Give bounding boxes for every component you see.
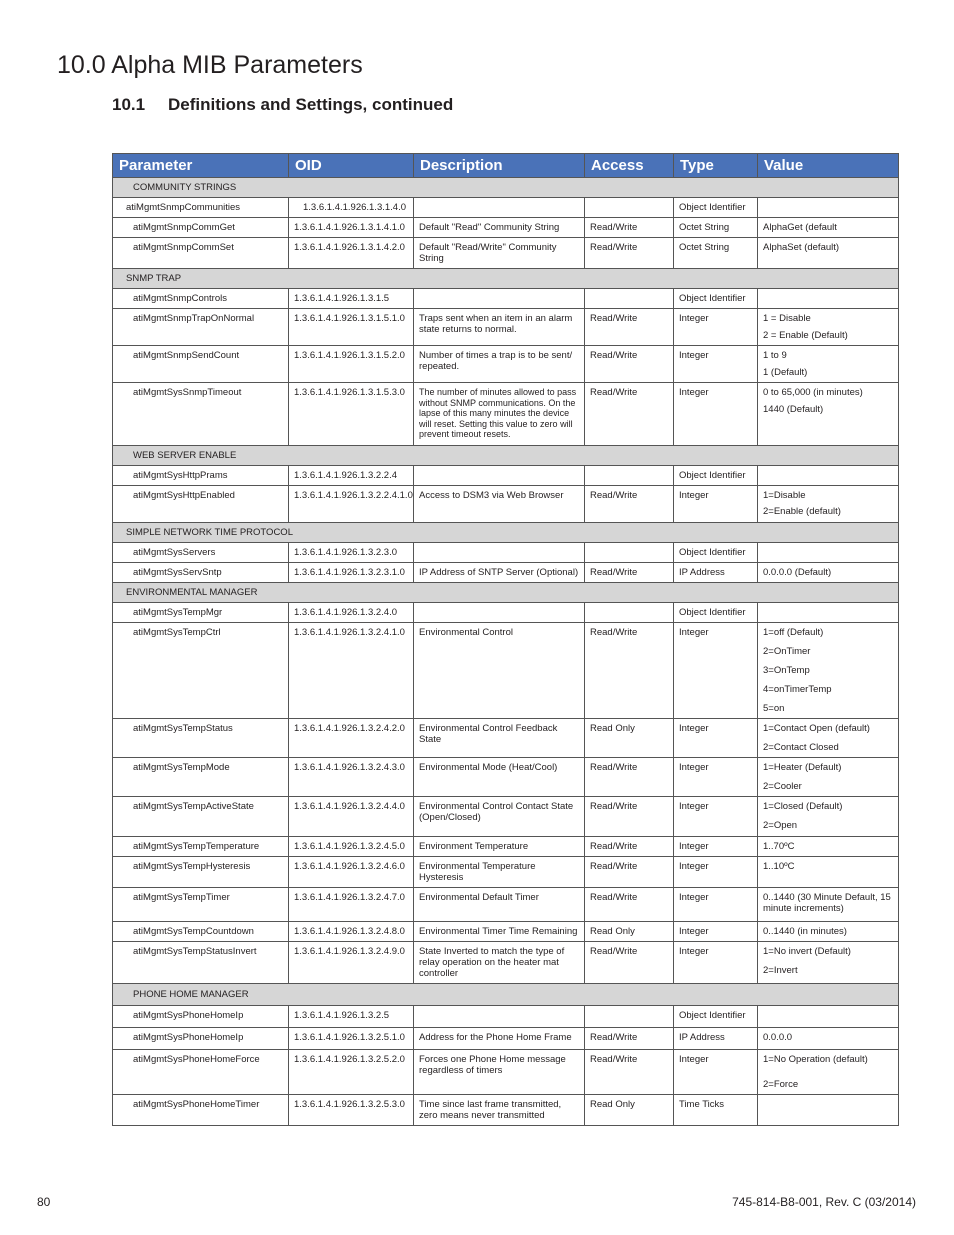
value-line: AlphaGet (default bbox=[763, 222, 837, 233]
cell-value bbox=[758, 758, 899, 797]
cell-oid: 1.3.6.1.4.1.926.1.3.1.4.1.0 bbox=[289, 218, 414, 238]
cell-description: Environmental Mode (Heat/Cool) bbox=[414, 758, 585, 797]
cell-oid: 1.3.6.1.4.1.926.1.3.1.5.1.0 bbox=[289, 309, 414, 346]
value-line: 0 to 65,000 (in minutes) bbox=[763, 387, 863, 398]
document-id: 745-814-B8-001, Rev. C (03/2014) bbox=[732, 1195, 916, 1209]
cell-description: IP Address of SNTP Server (Optional) bbox=[414, 563, 585, 583]
value-line: 1 (Default) bbox=[763, 367, 808, 378]
header-oid: OID bbox=[289, 154, 414, 178]
cell-type: Integer bbox=[674, 922, 758, 942]
cell-parameter: atiMgmtSysTempCountdown bbox=[113, 922, 289, 942]
cell-value bbox=[758, 1095, 899, 1126]
cell-value bbox=[758, 563, 899, 583]
header-description: Description bbox=[414, 154, 585, 178]
cell-parameter: atiMgmtSysHttpEnabled bbox=[113, 486, 289, 523]
cell-value bbox=[758, 797, 899, 837]
cell-description bbox=[414, 543, 585, 563]
cell-value bbox=[758, 289, 899, 309]
cell-type: Object Identifier bbox=[674, 603, 758, 623]
table-row bbox=[113, 543, 899, 563]
cell-parameter: atiMgmtSysPhoneHomeIp bbox=[113, 1028, 289, 1050]
cell-access: Read Only bbox=[585, 719, 674, 758]
value-line: 2=Invert bbox=[763, 965, 798, 976]
value-line: AlphaSet (default) bbox=[763, 242, 840, 253]
cell-value bbox=[758, 1028, 899, 1050]
cell-access: Read Only bbox=[585, 922, 674, 942]
group-label: COMMUNITY STRINGS bbox=[113, 178, 899, 198]
cell-access: Read/Write bbox=[585, 1050, 674, 1095]
cell-description: Default "Read/Write" Community String bbox=[414, 238, 585, 269]
value-line: 1..70ºC bbox=[763, 841, 795, 852]
cell-description: Forces one Phone Home message regardless of timers bbox=[414, 1050, 585, 1095]
table-row bbox=[113, 383, 899, 446]
cell-type: IP Address bbox=[674, 563, 758, 583]
cell-type: Object Identifier bbox=[674, 466, 758, 486]
group-label: SIMPLE NETWORK TIME PROTOCOL bbox=[113, 523, 899, 543]
value-line: 0..1440 (in minutes) bbox=[763, 926, 847, 937]
cell-access: Read/Write bbox=[585, 758, 674, 797]
table-row bbox=[113, 218, 899, 238]
value-line: 2=OnTimer bbox=[763, 646, 811, 657]
cell-oid: 1.3.6.1.4.1.926.1.3.2.4.5.0 bbox=[289, 837, 414, 857]
cell-type: Integer bbox=[674, 719, 758, 758]
cell-description: Environmental Control bbox=[414, 623, 585, 719]
cell-type: Octet String bbox=[674, 238, 758, 269]
cell-description: State Inverted to match the type of relay operation on the heater mat controller bbox=[414, 942, 585, 984]
cell-oid: 1.3.6.1.4.1.926.1.3.2.3.1.0 bbox=[289, 563, 414, 583]
cell-value bbox=[758, 466, 899, 486]
cell-access: Read/Write bbox=[585, 888, 674, 922]
value-line: 1=Disable bbox=[763, 490, 806, 501]
header-type: Type bbox=[674, 154, 758, 178]
cell-type: Time Ticks bbox=[674, 1095, 758, 1126]
cell-oid: 1.3.6.1.4.1.926.1.3.2.4.3.0 bbox=[289, 758, 414, 797]
cell-description: Environmental Control Feedback State bbox=[414, 719, 585, 758]
cell-type: Octet String bbox=[674, 218, 758, 238]
value-line: 2=Open bbox=[763, 820, 798, 831]
cell-value bbox=[758, 942, 899, 984]
cell-parameter: atiMgmtSysTempStatusInvert bbox=[113, 942, 289, 984]
cell-access: Read/Write bbox=[585, 346, 674, 383]
cell-value bbox=[758, 543, 899, 563]
cell-oid: 1.3.6.1.4.1.926.1.3.2.2.4 bbox=[289, 466, 414, 486]
cell-oid: 1.3.6.1.4.1.926.1.3.2.2.4.1.0 bbox=[289, 486, 414, 523]
cell-oid: 1.3.6.1.4.1.926.1.3.2.5 bbox=[289, 1006, 414, 1028]
table-row bbox=[113, 888, 899, 922]
value-line: 1440 (Default) bbox=[763, 404, 824, 415]
value-line: 5=on bbox=[763, 703, 785, 714]
cell-access bbox=[585, 1006, 674, 1028]
cell-type: Object Identifier bbox=[674, 198, 758, 218]
cell-parameter: atiMgmtSysPhoneHomeForce bbox=[113, 1050, 289, 1095]
cell-description: Environmental Temperature Hysteresis bbox=[414, 857, 585, 888]
cell-type: Integer bbox=[674, 623, 758, 719]
cell-type: Integer bbox=[674, 797, 758, 837]
table-row bbox=[113, 837, 899, 857]
table-row bbox=[113, 603, 899, 623]
cell-access: Read/Write bbox=[585, 1028, 674, 1050]
cell-value bbox=[758, 857, 899, 888]
cell-access bbox=[585, 543, 674, 563]
cell-value bbox=[758, 719, 899, 758]
cell-parameter: atiMgmtSysTempMgr bbox=[113, 603, 289, 623]
table-row bbox=[113, 563, 899, 583]
cell-value bbox=[758, 1006, 899, 1028]
header-access: Access bbox=[585, 154, 674, 178]
value-line: 3=OnTemp bbox=[763, 665, 810, 676]
cell-type: Integer bbox=[674, 486, 758, 523]
cell-access: Read/Write bbox=[585, 309, 674, 346]
table-row bbox=[113, 289, 899, 309]
cell-type: Object Identifier bbox=[674, 1006, 758, 1028]
cell-parameter: atiMgmtSnmpCommGet bbox=[113, 218, 289, 238]
cell-type: Object Identifier bbox=[674, 543, 758, 563]
cell-oid: 1.3.6.1.4.1.926.1.3.1.4.2.0 bbox=[289, 238, 414, 269]
cell-description bbox=[414, 603, 585, 623]
group-label: PHONE HOME MANAGER bbox=[113, 984, 899, 1006]
table-row bbox=[113, 942, 899, 984]
value-line: 2=Enable (default) bbox=[763, 506, 841, 517]
cell-parameter: atiMgmtSnmpCommSet bbox=[113, 238, 289, 269]
value-line: 2=Contact Closed bbox=[763, 742, 839, 753]
cell-type: Integer bbox=[674, 1050, 758, 1095]
cell-description: Time since last frame transmitted, zero means never transmitted bbox=[414, 1095, 585, 1126]
cell-oid: 1.3.6.1.4.1.926.1.3.2.5.3.0 bbox=[289, 1095, 414, 1126]
value-line: 1=off (Default) bbox=[763, 627, 824, 638]
cell-type: Integer bbox=[674, 346, 758, 383]
group-row bbox=[113, 446, 899, 466]
header-parameter: Parameter bbox=[113, 154, 289, 178]
cell-parameter: atiMgmtSysTempHysteresis bbox=[113, 857, 289, 888]
value-line: 1=Contact Open (default) bbox=[763, 723, 870, 734]
cell-access: Read/Write bbox=[585, 238, 674, 269]
cell-value bbox=[758, 888, 899, 922]
cell-type: Integer bbox=[674, 309, 758, 346]
cell-oid: 1.3.6.1.4.1.926.1.3.2.4.1.0 bbox=[289, 623, 414, 719]
cell-oid: 1.3.6.1.4.1.926.1.3.2.3.0 bbox=[289, 543, 414, 563]
cell-oid: 1.3.6.1.4.1.926.1.3.1.4.0 bbox=[289, 198, 414, 218]
value-line: 1 = Disable bbox=[763, 313, 811, 324]
group-label: ENVIRONMENTAL MANAGER bbox=[113, 583, 899, 603]
cell-parameter: atiMgmtSnmpCommunities bbox=[113, 198, 289, 218]
cell-description: Default "Read" Community String bbox=[414, 218, 585, 238]
cell-description: Environmental Timer Time Remaining bbox=[414, 922, 585, 942]
section-title-text: Definitions and Settings, continued bbox=[168, 95, 454, 114]
cell-oid: 1.3.6.1.4.1.926.1.3.2.4.0 bbox=[289, 603, 414, 623]
cell-parameter: atiMgmtSnmpSendCount bbox=[113, 346, 289, 383]
cell-description: Number of times a trap is to be sent/ repeated. bbox=[414, 346, 585, 383]
cell-value bbox=[758, 1050, 899, 1095]
value-line: 1=Closed (Default) bbox=[763, 801, 843, 812]
cell-value bbox=[758, 198, 899, 218]
cell-parameter: atiMgmtSysTempActiveState bbox=[113, 797, 289, 837]
cell-access: Read/Write bbox=[585, 623, 674, 719]
value-line: 1=No invert (Default) bbox=[763, 946, 851, 957]
cell-description bbox=[414, 289, 585, 309]
value-line: 1=Heater (Default) bbox=[763, 762, 842, 773]
cell-value bbox=[758, 383, 899, 446]
page-number: 80 bbox=[37, 1195, 51, 1209]
value-line: 4=onTimerTemp bbox=[763, 684, 832, 695]
table-row bbox=[113, 466, 899, 486]
value-line: 1 to 9 bbox=[763, 350, 787, 361]
cell-oid: 1.3.6.1.4.1.926.1.3.2.4.8.0 bbox=[289, 922, 414, 942]
table-row bbox=[113, 346, 899, 383]
cell-type: Integer bbox=[674, 837, 758, 857]
value-line: 0.0.0.0 bbox=[763, 1032, 793, 1043]
cell-parameter: atiMgmtSysTempStatus bbox=[113, 719, 289, 758]
section-title bbox=[112, 94, 453, 116]
cell-access bbox=[585, 289, 674, 309]
cell-access: Read Only bbox=[585, 1095, 674, 1126]
cell-description: Address for the Phone Home Frame bbox=[414, 1028, 585, 1050]
value-line: 1..10ºC bbox=[763, 861, 795, 872]
cell-type: Integer bbox=[674, 383, 758, 446]
cell-access bbox=[585, 198, 674, 218]
cell-value bbox=[758, 922, 899, 942]
cell-oid: 1.3.6.1.4.1.926.1.3.2.4.7.0 bbox=[289, 888, 414, 922]
group-row bbox=[113, 523, 899, 543]
cell-parameter: atiMgmtSysServers bbox=[113, 543, 289, 563]
cell-value bbox=[758, 603, 899, 623]
cell-value bbox=[758, 623, 899, 719]
cell-value bbox=[758, 837, 899, 857]
cell-parameter: atiMgmtSnmpControls bbox=[113, 289, 289, 309]
group-row bbox=[113, 178, 899, 198]
table-row bbox=[113, 1006, 899, 1028]
cell-oid: 1.3.6.1.4.1.926.1.3.2.5.2.0 bbox=[289, 1050, 414, 1095]
value-line: 2=Cooler bbox=[763, 781, 802, 792]
value-line: 1=No Operation (default) bbox=[763, 1054, 868, 1065]
table-row bbox=[113, 198, 899, 218]
cell-value bbox=[758, 218, 899, 238]
cell-value bbox=[758, 238, 899, 269]
section-number: 10.1 bbox=[112, 95, 146, 114]
table-row bbox=[113, 486, 899, 523]
cell-oid: 1.3.6.1.4.1.926.1.3.1.5 bbox=[289, 289, 414, 309]
cell-description: Traps sent when an item in an alarm state returns to normal. bbox=[414, 309, 585, 346]
cell-parameter: atiMgmtSysTempMode bbox=[113, 758, 289, 797]
cell-parameter: atiMgmtSysHttpPrams bbox=[113, 466, 289, 486]
cell-parameter: atiMgmtSysTempTemperature bbox=[113, 837, 289, 857]
cell-value bbox=[758, 346, 899, 383]
cell-access: Read/Write bbox=[585, 942, 674, 984]
cell-access: Read/Write bbox=[585, 837, 674, 857]
table-row bbox=[113, 238, 899, 269]
cell-type: Integer bbox=[674, 942, 758, 984]
header-value: Value bbox=[758, 154, 899, 178]
cell-parameter: atiMgmtSysTempTimer bbox=[113, 888, 289, 922]
cell-access: Read/Write bbox=[585, 857, 674, 888]
cell-description bbox=[414, 1006, 585, 1028]
cell-type: Integer bbox=[674, 758, 758, 797]
cell-description: The number of minutes allowed to pass without SNMP communications. On the lapse of this many minutes the device will reset. Setting this value to zero will prevent timeout resets. bbox=[414, 383, 585, 446]
table-row bbox=[113, 309, 899, 346]
cell-parameter: atiMgmtSysTempCtrl bbox=[113, 623, 289, 719]
table-row bbox=[113, 1095, 899, 1126]
cell-access: Read/Write bbox=[585, 486, 674, 523]
cell-access: Read/Write bbox=[585, 797, 674, 837]
table-header-row bbox=[113, 154, 899, 178]
group-label: SNMP TRAP bbox=[113, 269, 899, 289]
cell-description: Environmental Control Contact State (Open/Closed) bbox=[414, 797, 585, 837]
cell-oid: 1.3.6.1.4.1.926.1.3.1.5.3.0 bbox=[289, 383, 414, 446]
table-row bbox=[113, 758, 899, 797]
cell-access bbox=[585, 603, 674, 623]
value-line: 0.0.0.0 (Default) bbox=[763, 567, 832, 578]
cell-parameter: atiMgmtSnmpTrapOnNormal bbox=[113, 309, 289, 346]
group-label: WEB SERVER ENABLE bbox=[113, 446, 899, 466]
cell-description bbox=[414, 198, 585, 218]
table-row bbox=[113, 623, 899, 719]
value-line: 0..1440 (30 Minute Default, 15 minute increments) bbox=[763, 892, 891, 914]
cell-type: Integer bbox=[674, 888, 758, 922]
value-line: 2=Force bbox=[763, 1079, 799, 1090]
cell-access: Read/Write bbox=[585, 563, 674, 583]
cell-description: Access to DSM3 via Web Browser bbox=[414, 486, 585, 523]
cell-type: IP Address bbox=[674, 1028, 758, 1050]
cell-parameter: atiMgmtSysPhoneHomeTimer bbox=[113, 1095, 289, 1126]
group-row bbox=[113, 583, 899, 603]
cell-description bbox=[414, 466, 585, 486]
mib-parameters-table bbox=[112, 153, 899, 1126]
cell-type: Object Identifier bbox=[674, 289, 758, 309]
table-row bbox=[113, 922, 899, 942]
group-row bbox=[113, 984, 899, 1006]
table-row bbox=[113, 857, 899, 888]
cell-oid: 1.3.6.1.4.1.926.1.3.2.4.2.0 bbox=[289, 719, 414, 758]
cell-description: Environmental Default Timer bbox=[414, 888, 585, 922]
table-row bbox=[113, 1028, 899, 1050]
cell-parameter: atiMgmtSysServSntp bbox=[113, 563, 289, 583]
table-row bbox=[113, 719, 899, 758]
table-row bbox=[113, 1050, 899, 1095]
cell-oid: 1.3.6.1.4.1.926.1.3.2.4.9.0 bbox=[289, 942, 414, 984]
cell-access: Read/Write bbox=[585, 218, 674, 238]
table-row bbox=[113, 797, 899, 837]
cell-parameter: atiMgmtSysSnmpTimeout bbox=[113, 383, 289, 446]
group-row bbox=[113, 269, 899, 289]
cell-oid: 1.3.6.1.4.1.926.1.3.2.4.6.0 bbox=[289, 857, 414, 888]
cell-type: Integer bbox=[674, 857, 758, 888]
cell-oid: 1.3.6.1.4.1.926.1.3.2.4.4.0 bbox=[289, 797, 414, 837]
cell-description: Environment Temperature bbox=[414, 837, 585, 857]
value-line: 2 = Enable (Default) bbox=[763, 330, 848, 341]
cell-oid: 1.3.6.1.4.1.926.1.3.1.5.2.0 bbox=[289, 346, 414, 383]
cell-oid: 1.3.6.1.4.1.926.1.3.2.5.1.0 bbox=[289, 1028, 414, 1050]
cell-access: Read/Write bbox=[585, 383, 674, 446]
page-title: 10.0 Alpha MIB Parameters bbox=[57, 51, 363, 79]
cell-access bbox=[585, 466, 674, 486]
cell-value bbox=[758, 486, 899, 523]
cell-parameter: atiMgmtSysPhoneHomeIp bbox=[113, 1006, 289, 1028]
cell-value bbox=[758, 309, 899, 346]
